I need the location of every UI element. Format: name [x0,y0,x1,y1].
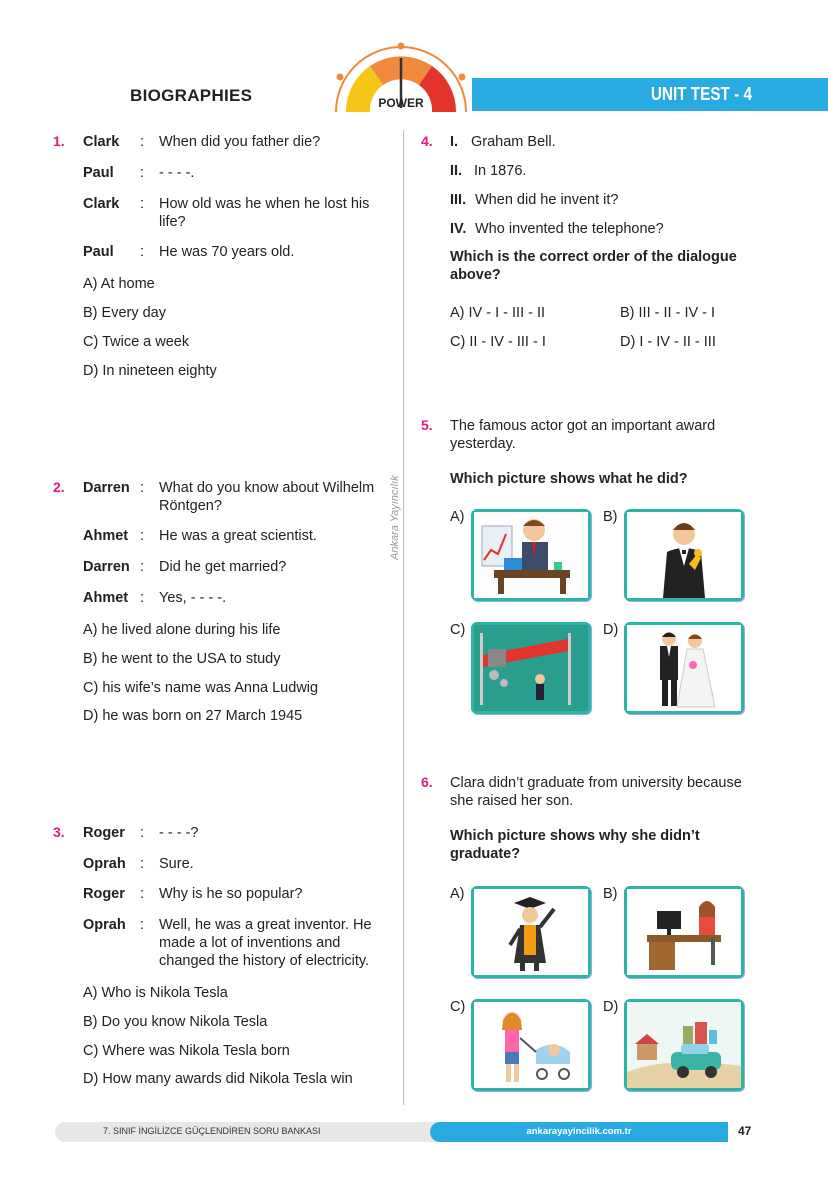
q5-label-c: C) [450,622,466,638]
q4-item: Graham Bell. [471,134,556,150]
q4-option-a[interactable]: A) IV - I - III - II [450,305,546,321]
q4-number: 4. [421,133,433,149]
q2-line: He was a great scientist. [159,528,317,544]
q4-option-b[interactable]: B) III - II - IV - I [620,305,716,321]
q3-sep: : [140,856,145,872]
q1-option-b[interactable]: B) Every day [83,305,166,321]
q5-question: Which picture shows what he did? [450,471,688,487]
q2-speaker: Ahmet [83,590,129,606]
q3-sep: : [140,825,145,841]
q4-roman: III. [450,192,467,208]
gauge-label: POWER [378,96,424,110]
wedding-couple-icon [627,625,741,711]
q3-sep: : [140,917,145,933]
mother-baby-stroller-icon [474,1002,588,1088]
q1-sep: : [140,165,145,181]
businessman-office-icon [474,512,588,598]
q3-line: - - - -? [159,825,199,841]
q2-number: 2. [53,479,65,495]
q2-option-a[interactable]: A) he lived alone during his life [83,622,281,638]
q1-option-c[interactable]: C) Twice a week [83,334,190,350]
q3-number: 3. [53,824,65,840]
q5-number: 5. [421,417,433,433]
column-divider [403,130,404,1105]
footer-book-title: 7. SINIF İNGİLİZCE GÜÇLENDİREN SORU BANKASI [103,1126,321,1136]
woman-office-desk-icon [627,889,741,975]
q4-option-c[interactable]: C) II - IV - III - I [450,334,546,350]
q1-sep: : [140,244,145,260]
q6-label-c: C) [450,999,466,1015]
q3-speaker: Oprah [83,856,126,872]
footer-book-bar [55,1122,455,1142]
q2-sep: : [140,559,145,575]
q5-picture-c[interactable] [471,622,591,714]
q6-number: 6. [421,774,433,790]
q3-option-b[interactable]: B) Do you know Nikola Tesla [83,1014,268,1030]
q4-option-d[interactable]: D) I - IV - II - III [620,334,716,350]
q2-speaker: Darren [83,559,130,575]
q6-question: Which picture shows why she didn’t graduate? [450,828,700,862]
q3-line: Sure. [159,856,194,872]
q6-statement: Clara didn’t graduate from university because she raised her son. [450,775,742,809]
q4-roman: I. [450,134,459,150]
publisher-watermark: Ankara Yayıncılık [389,475,401,560]
q3-speaker: Oprah [83,917,126,933]
q5-label-b: B) [603,509,618,525]
q6-label-d: D) [603,999,619,1015]
q2-sep: : [140,590,145,606]
q2-option-c[interactable]: C) his wife’s name was Anna Ludwig [83,680,319,696]
q5-label-a: A) [450,509,465,525]
q2-line: What do you know about Wilhelm Röntgen? [159,480,375,514]
q3-option-c[interactable]: C) Where was Nikola Tesla born [83,1043,290,1059]
q4-question: Which is the correct order of the dialogue above? [450,249,737,283]
race-finish-line-icon [474,625,588,711]
q4-item: In 1876. [474,163,527,179]
q6-picture-d[interactable] [624,999,744,1091]
q2-sep: : [140,528,145,544]
unit-banner [472,78,828,111]
q1-sep: : [140,196,145,212]
actor-award-icon [627,512,741,598]
q1-number: 1. [53,133,65,149]
q3-sep: : [140,886,145,902]
section-title: BIOGRAPHIES [130,86,253,105]
q5-picture-d[interactable] [624,622,744,714]
q1-line: When did you father die? [159,134,321,150]
q3-speaker: Roger [83,886,125,902]
travel-car-icon [627,1002,741,1088]
q1-option-d[interactable]: D) In nineteen eighty [83,363,217,379]
q4-item: When did he invent it? [475,192,619,208]
q3-line: Well, he was a great inventor. He made a lot of inventions and changed the history of electricity. [159,917,372,969]
q1-line: - - - -. [159,165,195,181]
q6-label-a: A) [450,886,465,902]
q2-option-b[interactable]: B) he went to the USA to study [83,651,281,667]
unit-label: UNIT TEST - 4 [650,84,752,104]
q1-speaker: Paul [83,244,114,260]
q2-option-d[interactable]: D) he was born on 27 March 1945 [83,708,303,724]
q4-roman: IV. [450,221,467,237]
footer-website[interactable]: ankarayayincilik.com.tr [526,1126,632,1137]
q5-label-d: D) [603,622,619,638]
q1-speaker: Clark [83,134,120,150]
graduate-celebrating-icon [474,889,588,975]
page-number: 47 [738,1124,752,1138]
q6-picture-b[interactable] [624,886,744,978]
q2-line: Did he get married? [159,559,287,575]
q5-statement: The famous actor got an important award yesterday. [450,418,716,452]
q6-picture-a[interactable] [471,886,591,978]
footer-website-bar [430,1122,728,1142]
q5-picture-a[interactable] [471,509,591,601]
q4-item: Who invented the telephone? [475,221,664,237]
q2-speaker: Ahmet [83,528,129,544]
q3-line: Why is he so popular? [159,886,303,902]
q1-line: He was 70 years old. [159,244,295,260]
q2-speaker: Darren [83,480,130,496]
q5-picture-b[interactable] [624,509,744,601]
q3-option-d[interactable]: D) How many awards did Nikola Tesla win [83,1071,353,1087]
q1-line: How old was he when he lost his life? [159,196,370,230]
power-gauge-icon [330,36,472,116]
q1-speaker: Paul [83,165,114,181]
q3-option-a[interactable]: A) Who is Nikola Tesla [83,985,228,1001]
q2-sep: : [140,480,145,496]
q2-line: Yes, - - - -. [159,590,227,606]
q6-picture-c[interactable] [471,999,591,1091]
q4-roman: II. [450,163,463,179]
q1-sep: : [140,134,145,150]
q3-speaker: Roger [83,825,125,841]
q1-option-a[interactable]: A) At home [83,276,155,292]
q1-speaker: Clark [83,196,120,212]
q6-label-b: B) [603,886,618,902]
